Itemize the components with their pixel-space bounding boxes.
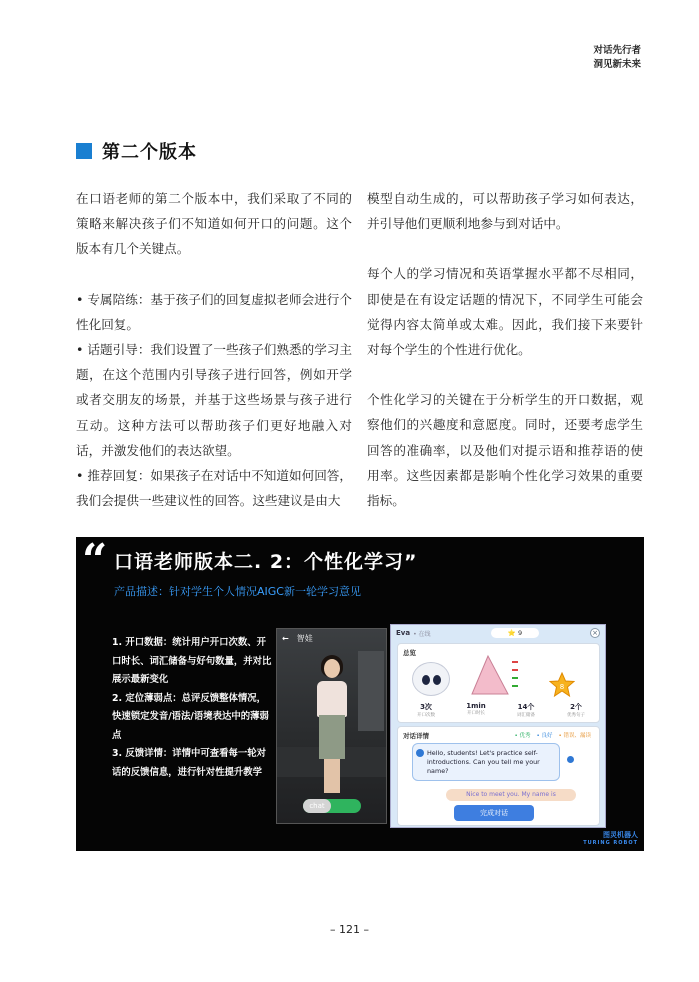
feature-point: 2. 定位薄弱点：总评反馈整体情况，快速锁定发音/语法/语境表达中的薄弱点	[112, 692, 269, 741]
feature-point: 1. 开口数据：统计用户开口次数、开口时长、词汇储备与好句数量，并对比展示最新变化	[112, 637, 272, 685]
back-arrow-icon[interactable]: ←	[282, 633, 289, 643]
speaker-icon[interactable]	[416, 749, 424, 757]
quote-mark-icon: “	[82, 537, 108, 586]
feature-point: 3. 反馈详情：详情中可查看每一轮对话的反馈信息，进行针对性提升教学	[112, 748, 266, 778]
feature-points	[112, 634, 272, 782]
student-status: • 在线	[413, 630, 431, 638]
teacher-message-bubble	[412, 743, 560, 781]
personalized-learning-paragraph: 个性化学习的关键在于分析学生的开口数据，观察他们的兴趣度和意愿度。同时，还要考虑学生回答的准确率，以及他们对提示语和推荐语的使用率。这些因素都是影响个性化学习效果的重要指标。	[367, 392, 643, 509]
student-name: Eva	[396, 629, 411, 637]
bullet-topic-guidance: • 话题引导：我们设置了一些孩子们熟悉的学习主题，在这个范围内引导孩子进行回答，例如开学或者交朋友的场景，并基于这些场景与孩子进行互动。这种方法可以帮助孩子们更好地融入对话，并激发他们的表达欲望。	[76, 342, 352, 458]
phone-screenshot	[276, 628, 387, 824]
teacher-avatar-head	[324, 659, 340, 678]
legend-error: • 错误、漏读	[558, 733, 591, 739]
legend-excellent: • 优秀	[514, 733, 531, 739]
overview-label: 总览	[403, 649, 416, 657]
intro-paragraph: 在口语老师的第二个版本中，我们采取了不同的策略来解决孩子们不知道如何开口的问题。这个版本有几个关键点。	[76, 191, 352, 257]
stat-item: 14个 词汇储备	[517, 703, 535, 718]
star-rating-icon	[549, 672, 575, 698]
page-number: – 121 –	[330, 923, 369, 936]
section-marker-icon	[76, 143, 92, 159]
robot-mascot-icon	[412, 662, 450, 696]
header-line1: 对话先行者	[593, 45, 641, 56]
legend	[515, 731, 592, 739]
chat-toggle[interactable]	[303, 799, 361, 813]
section-title: 第二个版本	[102, 142, 197, 163]
chat-toggle-label: chat	[303, 799, 331, 813]
stat-item: 2个 优秀句子	[567, 703, 585, 718]
section-heading	[76, 138, 197, 164]
star-value: 8	[559, 683, 565, 691]
feature-banner	[76, 537, 644, 851]
continuation-paragraph: 模型自动生成的，可以帮助孩子学习如何表达，并引导他们更顺利地参与到对话中。	[367, 191, 643, 232]
stats-row	[406, 702, 596, 718]
individual-differences-paragraph: 每个人的学习情况和英语掌握水平都不尽相同，即使是在有设定话题的情况下，不同学生可能会觉得内容太简单或太难。因此，我们接下来要针对每个学生的个性进行优化。	[367, 266, 643, 358]
teacher-message-text: Hello, students! Let's practice self-introductions. Can you tell me your name?	[427, 749, 540, 775]
teacher-avatar-skirt	[319, 715, 345, 759]
header-tagline	[593, 44, 641, 72]
bullet-recommended-reply: • 推荐回复：如果孩子在对话中不知道如何回答，我们会提供一些建议性的回答。这些建议是由大	[76, 468, 352, 509]
banner-title: 口语老师版本二. 2：个性化学习”	[114, 551, 418, 573]
banner-subtitle: 产品描述：针对学生个人情况AIGC新一轮学习意见	[114, 585, 361, 598]
close-icon[interactable]: ×	[590, 628, 600, 638]
phone-topbar	[277, 629, 386, 647]
header-line2: 洞见新未来	[593, 59, 641, 70]
score-badge: ⭐ 9	[491, 628, 539, 638]
phone-title: 智娃	[296, 633, 313, 643]
dialogue-detail-card	[397, 726, 600, 826]
translate-icon[interactable]	[566, 755, 575, 764]
stat-item: 3次 开口次数	[417, 703, 435, 718]
finish-dialogue-button[interactable]: 完成对话	[454, 805, 534, 821]
overview-card	[397, 643, 600, 723]
teacher-avatar-legs	[324, 759, 340, 793]
left-column	[76, 186, 352, 513]
tablet-screenshot	[390, 624, 606, 828]
bullet-dedicated-practice: • 专属陪练：基于孩子们的回复虚拟老师会进行个性化回复。	[76, 291, 352, 332]
teacher-avatar-torso	[317, 681, 347, 717]
legend-good: • 良好	[536, 733, 553, 739]
radar-chart-icon	[466, 652, 526, 700]
tablet-topbar	[391, 625, 605, 641]
detail-label: 对话详情	[403, 732, 429, 740]
student-reply-bubble: Nice to meet you. My name is	[446, 789, 576, 801]
right-column	[367, 186, 643, 513]
stat-item: 1min 开口时长	[466, 702, 486, 716]
turing-robot-logo: 图灵机器人 TURING ROBOT	[583, 831, 638, 846]
